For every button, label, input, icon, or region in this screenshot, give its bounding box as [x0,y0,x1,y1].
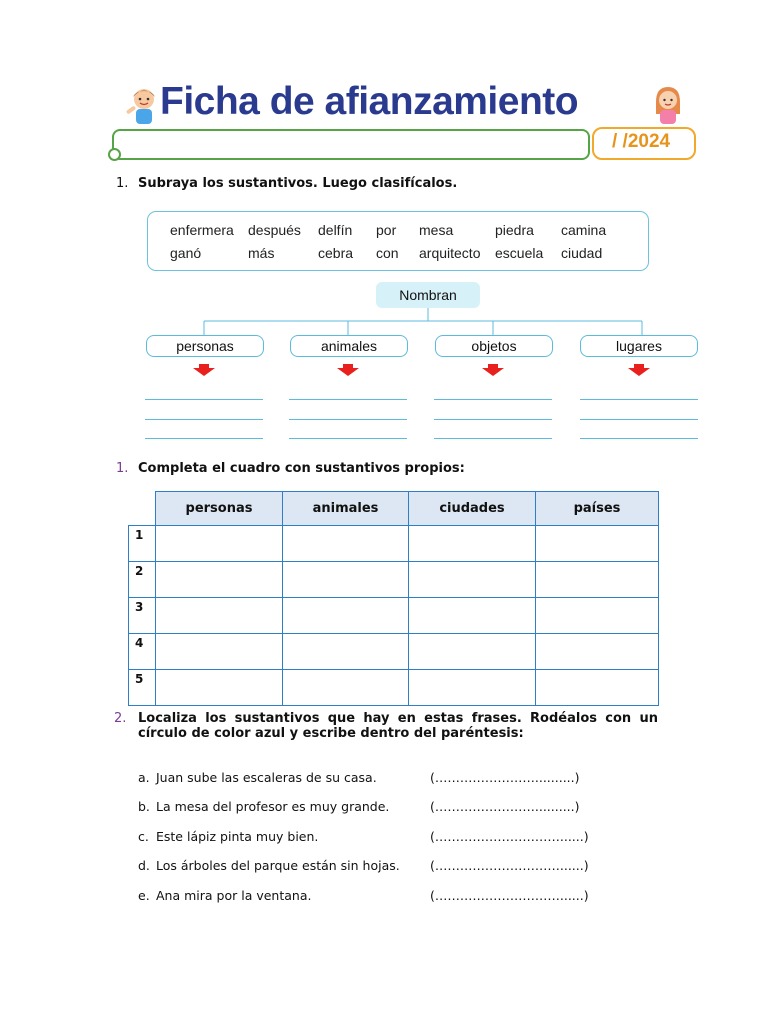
word: con [376,245,399,261]
q1-instruction: Subraya los sustantivos. Luego clasifícalos. [138,176,458,191]
row-number: 4 [129,634,156,670]
table-cell[interactable] [536,562,659,598]
category-lugares: lugares [580,335,698,357]
table-cell[interactable] [283,670,409,706]
q2-instruction: Completa el cuadro con sustantivos propios: [138,461,465,476]
answer-blank[interactable]: (……………………..........) [430,770,580,785]
table-cell[interactable] [156,526,283,562]
category-animales: animales [290,335,408,357]
table-row [129,562,659,598]
sentence-text: Este lápiz pinta muy bien. [156,829,319,844]
row-number: 1 [129,526,156,562]
q2-number: 1. [116,461,129,476]
answer-line[interactable] [580,438,698,439]
table-cell[interactable] [409,598,536,634]
table-cell[interactable] [536,634,659,670]
sentence-letter: d. [138,858,150,873]
sentence-text: Ana mira por la ventana. [156,888,312,903]
nombran-label: Nombran [376,282,480,308]
answer-blank[interactable]: (…………………………......) [430,829,589,844]
row-number: 2 [129,562,156,598]
q3-number: 2. [114,711,127,726]
table-cell[interactable] [409,634,536,670]
answer-line[interactable] [580,399,698,400]
down-arrow-icon [193,364,215,376]
q1-number: 1. [116,176,129,191]
answer-blank[interactable]: (…………………………......) [430,858,589,873]
table-cell[interactable] [536,526,659,562]
down-arrow-icon [482,364,504,376]
table-cell[interactable] [283,526,409,562]
word: camina [561,222,607,238]
down-arrow-icon [337,364,359,376]
table-header-row [129,492,659,526]
word: enfermera [170,222,234,238]
word: más [248,245,275,261]
word: arquitecto [419,245,481,261]
table-cell[interactable] [156,634,283,670]
table-cell[interactable] [156,598,283,634]
answer-blank[interactable]: (……………………..........) [430,799,580,814]
table-row [129,526,659,562]
answer-line[interactable] [580,419,698,420]
word: por [376,222,397,238]
answer-line[interactable] [289,399,407,400]
column-header: ciudades [409,492,536,526]
answer-line[interactable] [145,419,263,420]
word: después [248,222,301,238]
word: cebra [318,245,354,261]
word: ciudad [561,245,603,261]
table-cell[interactable] [409,526,536,562]
category-objetos: objetos [435,335,553,357]
answer-line[interactable] [434,419,552,420]
word: escuela [495,245,544,261]
sentence-letter: e. [138,888,150,903]
table-cell[interactable] [409,670,536,706]
answer-line[interactable] [145,399,263,400]
answer-line[interactable] [434,438,552,439]
answer-line[interactable] [289,438,407,439]
column-header: personas [156,492,283,526]
table-cell[interactable] [156,670,283,706]
answer-line[interactable] [434,399,552,400]
sentence-text: La mesa del profesor es muy grande. [156,799,390,814]
q3-instruction-line1: Localiza los sustantivos que hay en estas frases. Rodéalos con un [138,711,658,726]
answer-blank[interactable]: (…………………………......) [430,888,589,903]
answer-line[interactable] [145,438,263,439]
table-row [129,598,659,634]
table-cell[interactable] [283,634,409,670]
word: mesa [419,222,454,238]
sentence-text: Los árboles del parque están sin hojas. [156,858,400,873]
answer-line[interactable] [289,419,407,420]
sentence-letter: b. [138,799,150,814]
word: delfín [318,222,353,238]
word: ganó [170,245,202,261]
table-row [129,670,659,706]
down-arrow-icon [628,364,650,376]
table-row [129,634,659,670]
sentence-text: Juan sube las escaleras de su casa. [156,770,377,785]
row-number: 3 [129,598,156,634]
sentence-letter: a. [138,770,150,785]
date-label: / /2024 [612,131,671,152]
table-cell[interactable] [536,598,659,634]
table-cell[interactable] [156,562,283,598]
table-cell[interactable] [283,598,409,634]
table-cell[interactable] [283,562,409,598]
column-header: animales [283,492,409,526]
category-personas: personas [146,335,264,357]
row-number: 5 [129,670,156,706]
worksheet-title: Ficha de afianzamiento [160,80,579,123]
column-header: países [536,492,659,526]
word: piedra [495,222,534,238]
sentence-letter: c. [138,829,149,844]
table-corner [129,492,156,526]
proper-nouns-table [128,491,659,706]
q3-instruction-line2: círculo de color azul y escribe dentro del paréntesis: [138,726,524,741]
table-cell[interactable] [409,562,536,598]
table-cell[interactable] [536,670,659,706]
